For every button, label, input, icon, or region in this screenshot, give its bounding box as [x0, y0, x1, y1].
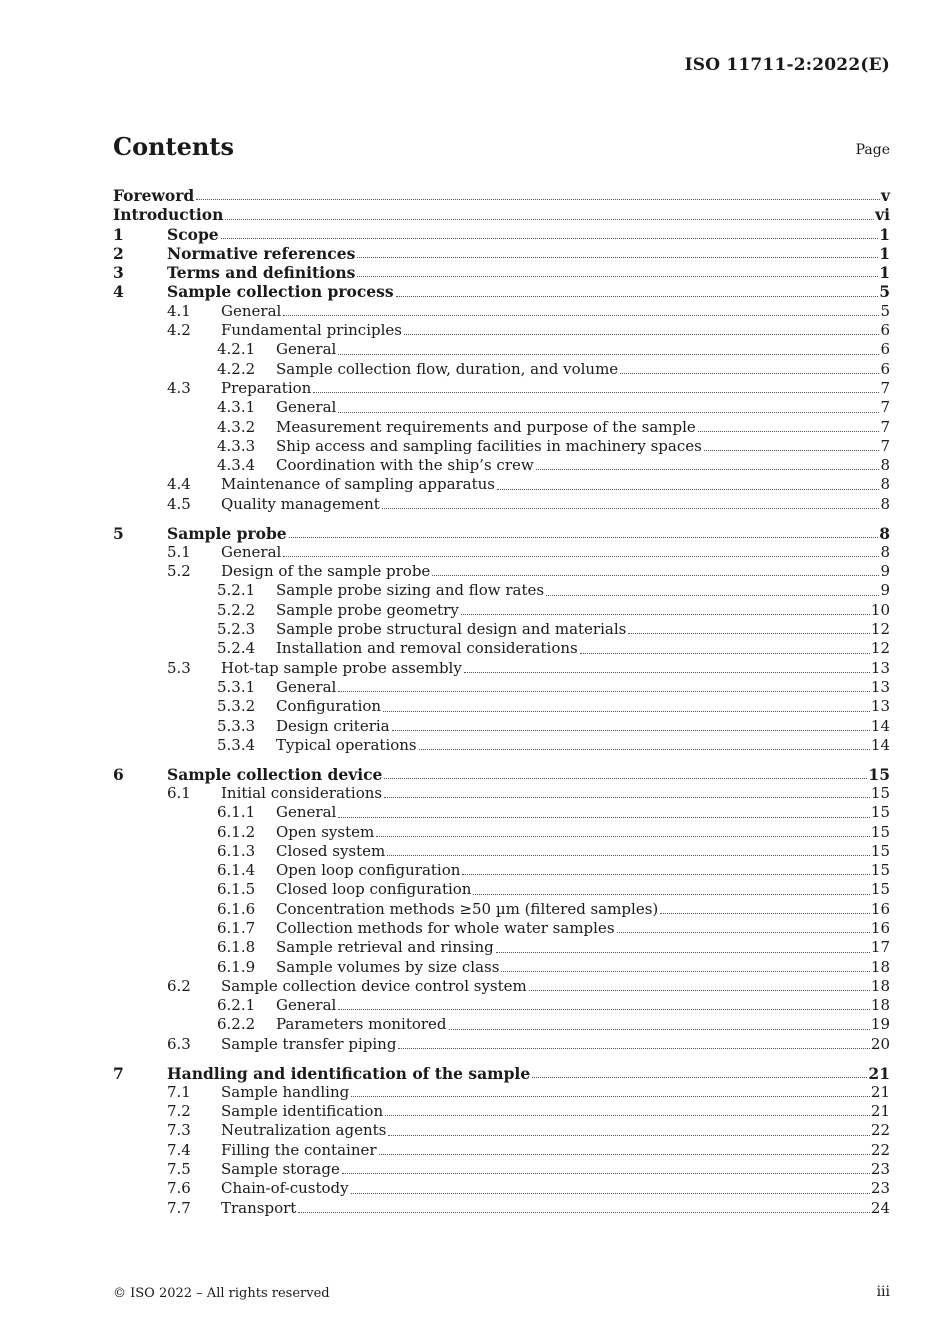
dot-leader — [536, 468, 880, 470]
toc-entry-number: 7 — [113, 1063, 124, 1083]
toc-entry[interactable] — [113, 225, 890, 244]
dot-leader — [473, 893, 869, 895]
toc-entry-page: 6 — [880, 340, 890, 359]
toc-entry-page: 7 — [880, 436, 890, 455]
dot-leader — [704, 449, 880, 451]
toc-entry-page: 21 — [870, 1102, 890, 1121]
toc-entry-title: Sample collection process — [167, 282, 394, 302]
toc-entry-number: 4.3.4 — [217, 456, 256, 475]
toc-entry-title: Sample handling — [221, 1082, 350, 1101]
toc-entry-page: v — [880, 186, 890, 205]
toc-entry-title: Hot-tap sample probe assembly — [221, 658, 462, 677]
toc-entry-title: Terms and definitions — [167, 263, 356, 283]
dot-leader — [532, 1076, 867, 1078]
toc-entry-page: 14 — [870, 735, 890, 754]
toc-entry-title: Scope — [167, 224, 219, 244]
toc-entry-number: 5.3.1 — [217, 677, 256, 696]
toc-entry-number: 5.3 — [167, 658, 191, 677]
toc-entry[interactable] — [113, 1064, 890, 1083]
toc-entry[interactable] — [113, 620, 890, 639]
dot-leader — [546, 594, 879, 596]
dot-leader — [338, 411, 879, 413]
dot-leader — [225, 218, 874, 220]
toc-entry-number: 5.3.4 — [217, 735, 256, 754]
toc-entry-title: Sample probe sizing and flow rates — [276, 581, 545, 600]
toc-entry-title: Quality management — [221, 494, 380, 513]
toc-entry[interactable] — [113, 717, 890, 736]
toc-entry[interactable] — [113, 562, 890, 581]
dot-leader — [660, 912, 870, 914]
toc-entry-number: 4.5 — [167, 494, 191, 513]
dot-leader — [338, 1008, 870, 1010]
toc-entry-title: General — [276, 677, 337, 696]
toc-entry-title: Sample collection device control system — [221, 976, 527, 995]
toc-entry-page: 18 — [870, 957, 890, 976]
toc-entry[interactable] — [113, 282, 890, 301]
toc-entry-page: 8 — [880, 542, 890, 561]
toc-entry-page: 13 — [870, 658, 890, 677]
toc-entry-number: 7.1 — [167, 1082, 191, 1101]
toc-entry-page: 15 — [870, 822, 890, 841]
toc-entry-title: Sample identification — [221, 1102, 384, 1121]
toc-entry-page: 23 — [870, 1160, 890, 1179]
toc-entry[interactable] — [113, 1179, 890, 1198]
toc-entry-number: 6.1.6 — [217, 899, 256, 918]
document-id: ISO 11711-2:2022(E) — [684, 55, 890, 75]
toc-entry-title: Handling and identification of the sample — [167, 1063, 531, 1083]
toc-entry-page: 19 — [870, 1015, 890, 1034]
toc-entry-page: 23 — [870, 1179, 890, 1198]
toc-entry-number: 4.3.1 — [217, 398, 256, 417]
toc-entry-number: 6.1.7 — [217, 918, 256, 937]
dot-leader — [283, 555, 879, 557]
toc-entry[interactable] — [113, 1035, 890, 1054]
toc-entry-title: Installation and removal considerations — [276, 639, 578, 658]
toc-entry[interactable] — [113, 919, 890, 938]
toc-entry[interactable] — [113, 900, 890, 919]
dot-leader — [404, 333, 879, 335]
toc-entry-title: Sample probe geometry — [276, 600, 459, 619]
dot-leader — [501, 970, 869, 972]
toc-entry-page: 10 — [870, 600, 890, 619]
toc-entry-title: General — [221, 301, 282, 320]
dot-leader — [196, 198, 880, 200]
toc-entry-number: 4.3.3 — [217, 436, 256, 455]
toc-entry[interactable] — [113, 205, 890, 224]
toc-entry-number: 6.1.1 — [217, 803, 256, 822]
toc-entry-number: 6.1.3 — [217, 841, 256, 860]
toc-entry-title: Normative references — [167, 243, 356, 263]
toc-entry-title: General — [276, 340, 337, 359]
toc-entry-title: Fundamental principles — [221, 321, 402, 340]
toc-entry-number: 4.3 — [167, 378, 191, 397]
toc-entry-page: 21 — [870, 1082, 890, 1101]
dot-leader — [351, 1192, 870, 1194]
toc-entry-number: 7.7 — [167, 1198, 191, 1217]
dot-leader — [461, 613, 870, 615]
toc-entry[interactable] — [113, 321, 890, 340]
toc-entry-title: Chain-of-custody — [221, 1179, 349, 1198]
toc-entry[interactable] — [113, 842, 890, 861]
toc-entry[interactable] — [113, 302, 890, 321]
page-column-label: Page — [855, 142, 890, 158]
toc-entry-page: 15 — [870, 803, 890, 822]
toc-entry-title: Design of the sample probe — [221, 562, 431, 581]
toc-entry-number: 3 — [113, 263, 124, 283]
toc-entry-number: 5.2.2 — [217, 600, 256, 619]
toc-entry-number: 5.2.3 — [217, 620, 256, 639]
toc-entry-title: Closed system — [276, 841, 386, 860]
toc-entry-number: 7.5 — [167, 1160, 191, 1179]
toc-entry[interactable] — [113, 581, 890, 600]
toc-entry-page: 15 — [868, 764, 890, 784]
toc-entry-title: Maintenance of sampling apparatus — [221, 475, 496, 494]
toc-entry[interactable] — [113, 398, 890, 417]
toc-entry[interactable] — [113, 803, 890, 822]
toc-entry-title: General — [221, 542, 282, 561]
toc-entry-number: 6.1.2 — [217, 822, 256, 841]
toc-entry[interactable] — [113, 1083, 890, 1102]
dot-leader — [464, 671, 870, 673]
dot-leader — [338, 690, 870, 692]
toc-entry[interactable] — [113, 678, 890, 697]
dot-leader — [221, 237, 879, 239]
toc-entry-number: 6.1 — [167, 783, 191, 802]
toc-entry[interactable] — [113, 1141, 890, 1160]
toc-entry[interactable] — [113, 736, 890, 755]
toc-entry-page: 18 — [870, 996, 890, 1015]
dot-leader — [432, 574, 879, 576]
toc-entry-page: 7 — [880, 417, 890, 436]
dot-leader — [298, 1211, 870, 1213]
toc-entry-number: 4.3.2 — [217, 417, 256, 436]
toc-entry-number: 6.1.5 — [217, 880, 256, 899]
toc-entry[interactable] — [113, 186, 890, 205]
toc-entry-page: 21 — [868, 1063, 890, 1083]
toc-entry-page: 1 — [879, 224, 890, 244]
toc-entry-title: Sample probe structural design and materials — [276, 620, 627, 639]
toc-entry[interactable] — [113, 823, 890, 842]
dot-leader — [392, 729, 870, 731]
footer-copyright: © ISO 2022 – All rights reserved — [113, 1286, 330, 1301]
dot-leader — [617, 931, 870, 933]
toc-entry[interactable] — [113, 1160, 890, 1179]
toc-entry-title: Parameters monitored — [276, 1015, 447, 1034]
toc-entry-number: 6.3 — [167, 1034, 191, 1053]
toc-entry-number: 4.2.2 — [217, 359, 256, 378]
toc-entry-number: 6.2 — [167, 976, 191, 995]
toc-entry-number: 4.2.1 — [217, 340, 256, 359]
toc-entry-number: 4 — [113, 282, 124, 302]
toc-entry-title: Preparation — [221, 378, 312, 397]
toc-entry-title: Design criteria — [276, 716, 390, 735]
toc-entry-page: 9 — [880, 562, 890, 581]
dot-leader — [385, 1114, 870, 1116]
toc-entry-page: 14 — [870, 716, 890, 735]
toc-entry-page: 8 — [880, 494, 890, 513]
dot-leader — [496, 951, 870, 953]
toc-entry-page: 5 — [879, 282, 890, 302]
toc-entry-page: 18 — [870, 976, 890, 995]
toc-entry-title: Concentration methods ≥50 µm (filtered samples) — [276, 899, 659, 918]
dot-leader — [376, 835, 870, 837]
dot-leader — [283, 314, 879, 316]
dot-leader — [379, 1153, 870, 1155]
toc-entry[interactable] — [113, 697, 890, 716]
toc-entry-page: 7 — [880, 378, 890, 397]
toc-entry[interactable] — [113, 996, 890, 1015]
toc-entry-number: 7.4 — [167, 1140, 191, 1159]
dot-leader — [313, 391, 879, 393]
toc-entry-number: 6 — [113, 764, 124, 784]
toc-entry-number: 5.1 — [167, 542, 191, 561]
toc-entry-title: Sample transfer piping — [221, 1034, 397, 1053]
toc-entry-title: General — [276, 803, 337, 822]
toc-entry-page: 24 — [870, 1198, 890, 1217]
toc-entry-number: 6.2.1 — [217, 996, 256, 1015]
toc-entry-number: 6.2.2 — [217, 1015, 256, 1034]
dot-leader — [342, 1172, 870, 1174]
toc-entry-number: 6.1.8 — [217, 938, 256, 957]
toc-entry-page: 12 — [870, 639, 890, 658]
toc-entry[interactable] — [113, 1102, 890, 1121]
toc-entry-page: 6 — [880, 359, 890, 378]
toc-entry-title: Ship access and sampling facilities in machinery spaces — [276, 436, 702, 455]
dot-leader — [529, 989, 870, 991]
toc-entry[interactable] — [113, 1199, 890, 1218]
footer-page-number: iii — [876, 1284, 890, 1300]
dot-leader — [384, 777, 867, 779]
toc-entry[interactable] — [113, 880, 890, 899]
toc-entry[interactable] — [113, 244, 890, 263]
dot-leader — [580, 652, 870, 654]
toc-entry-title: Typical operations — [276, 735, 417, 754]
toc-entry-number: 2 — [113, 243, 124, 263]
toc-entry[interactable] — [113, 861, 890, 880]
toc-entry[interactable] — [113, 784, 890, 803]
toc-entry-number: 6.1.4 — [217, 861, 256, 880]
toc-entry[interactable] — [113, 263, 890, 282]
toc-entry-title: Introduction — [113, 205, 224, 225]
toc-entry[interactable] — [113, 1121, 890, 1140]
toc-entry-page: 17 — [870, 938, 890, 957]
toc-entry-page: 15 — [870, 783, 890, 802]
dot-leader — [384, 796, 870, 798]
toc-entry-page: 22 — [870, 1121, 890, 1140]
toc-entry-title: Measurement requirements and purpose of the sample — [276, 417, 696, 436]
toc-entry-number: 7.6 — [167, 1179, 191, 1198]
toc-entry-page: 5 — [880, 301, 890, 320]
toc-entry-title: Sample collection flow, duration, and volume — [276, 359, 619, 378]
dot-leader — [382, 507, 880, 509]
toc-entry-page: 15 — [870, 861, 890, 880]
toc-entry-page: 16 — [870, 899, 890, 918]
toc-entry-page: 6 — [880, 321, 890, 340]
dot-leader — [338, 353, 879, 355]
dot-leader — [357, 275, 878, 277]
toc-entry[interactable] — [113, 938, 890, 957]
dot-leader — [351, 1095, 870, 1097]
toc-entry[interactable] — [113, 524, 890, 543]
toc-entry-number: 5.2 — [167, 562, 191, 581]
table-of-contents — [113, 186, 890, 1218]
toc-entry-number: 5 — [113, 523, 124, 543]
toc-entry-title: Foreword — [113, 186, 195, 205]
toc-entry-number: 5.2.1 — [217, 581, 256, 600]
toc-entry[interactable] — [113, 475, 890, 494]
toc-entry-title: Closed loop configuration — [276, 880, 472, 899]
toc-entry-number: 5.2.4 — [217, 639, 256, 658]
toc-entry-page: 8 — [879, 523, 890, 543]
toc-entry-title: Filling the container — [221, 1140, 377, 1159]
toc-entry-page: 12 — [870, 620, 890, 639]
toc-entry-page: 8 — [880, 456, 890, 475]
toc-entry-number: 4.4 — [167, 475, 191, 494]
toc-entry-number: 5.3.2 — [217, 697, 256, 716]
dot-leader — [338, 816, 870, 818]
dot-leader — [698, 430, 880, 432]
toc-entry-title: Configuration — [276, 697, 382, 716]
dot-leader — [419, 748, 870, 750]
toc-entry-title: Coordination with the ship’s crew — [276, 456, 534, 475]
dot-leader — [398, 1047, 869, 1049]
toc-entry-page: 9 — [880, 581, 890, 600]
toc-entry-title: Neutralization agents — [221, 1121, 387, 1140]
page-title: Contents — [113, 132, 234, 161]
toc-entry[interactable] — [113, 543, 890, 562]
toc-entry-number: 4.1 — [167, 301, 191, 320]
dot-leader — [289, 536, 879, 538]
dot-leader — [497, 488, 879, 490]
toc-entry-title: Sample retrieval and rinsing — [276, 938, 494, 957]
toc-entry[interactable] — [113, 639, 890, 658]
toc-entry[interactable] — [113, 456, 890, 475]
toc-entry-page: vi — [875, 205, 890, 225]
toc-entry[interactable] — [113, 765, 890, 784]
toc-entry[interactable] — [113, 360, 890, 379]
toc-entry-page: 8 — [880, 475, 890, 494]
toc-entry-page: 16 — [870, 918, 890, 937]
toc-entry[interactable] — [113, 977, 890, 996]
toc-entry[interactable] — [113, 495, 890, 514]
toc-entry-title: Initial considerations — [221, 783, 383, 802]
toc-entry-title: Sample collection device — [167, 764, 383, 784]
toc-entry[interactable] — [113, 437, 890, 456]
toc-entry-number: 4.2 — [167, 321, 191, 340]
toc-entry-title: Collection methods for whole water samples — [276, 918, 615, 937]
toc-entry[interactable] — [113, 1015, 890, 1034]
toc-entry-page: 1 — [879, 243, 890, 263]
toc-entry-number: 7.3 — [167, 1121, 191, 1140]
toc-entry[interactable] — [113, 601, 890, 620]
dot-leader — [383, 710, 870, 712]
toc-entry[interactable] — [113, 958, 890, 977]
toc-entry-page: 20 — [870, 1034, 890, 1053]
toc-entry-page: 1 — [879, 263, 890, 283]
dot-leader — [620, 372, 879, 374]
toc-entry-title: Sample storage — [221, 1160, 340, 1179]
toc-entry-title: General — [276, 996, 337, 1015]
toc-entry[interactable] — [113, 418, 890, 437]
toc-entry-title: Sample probe — [167, 523, 287, 543]
toc-entry-number: 5.3.3 — [217, 716, 256, 735]
toc-entry-page: 7 — [880, 398, 890, 417]
toc-entry-page: 22 — [870, 1140, 890, 1159]
toc-entry-page: 13 — [870, 677, 890, 696]
toc-entry-title: Transport — [221, 1198, 297, 1217]
dot-leader — [462, 873, 869, 875]
dot-leader — [387, 854, 870, 856]
toc-entry-title: Sample volumes by size class — [276, 957, 500, 976]
toc-entry-title: General — [276, 398, 337, 417]
toc-entry[interactable] — [113, 379, 890, 398]
dot-leader — [388, 1134, 870, 1136]
toc-entry-number: 7.2 — [167, 1102, 191, 1121]
dot-leader — [357, 256, 878, 258]
toc-entry-page: 15 — [870, 841, 890, 860]
toc-entry-page: 13 — [870, 697, 890, 716]
dot-leader — [449, 1028, 870, 1030]
toc-entry-title: Open loop configuration — [276, 861, 461, 880]
toc-entry-number: 1 — [113, 224, 124, 244]
toc-entry-title: Open system — [276, 822, 375, 841]
toc-entry[interactable] — [113, 659, 890, 678]
dot-leader — [396, 295, 879, 297]
toc-entry-number: 6.1.9 — [217, 957, 256, 976]
toc-entry-page: 15 — [870, 880, 890, 899]
dot-leader — [628, 632, 870, 634]
toc-entry[interactable] — [113, 340, 890, 359]
